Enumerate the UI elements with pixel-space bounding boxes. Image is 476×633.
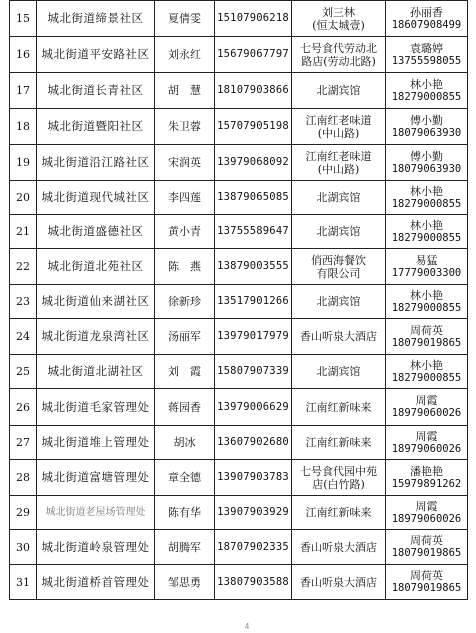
hotel-name-line: 江南红新味来 — [305, 436, 372, 449]
assignment-table — [9, 0, 468, 600]
hotel-cell — [292, 355, 386, 389]
row-number-cell: 16 — [10, 37, 37, 73]
row-number-cell: 30 — [10, 530, 37, 565]
community-name-cell: 城北街道长青社区 — [37, 73, 155, 109]
leader-name-cell: 汤丽军 — [155, 319, 215, 355]
table-row — [10, 460, 468, 496]
table-row — [10, 285, 468, 319]
leader-phone-cell: 15707905198 — [215, 109, 292, 145]
table-row — [10, 319, 468, 355]
row-number-cell: 22 — [10, 249, 37, 285]
table-row — [10, 496, 468, 530]
community-name-cell: 城北街道盛德社区 — [37, 215, 155, 249]
contact-name: 孙丽香 — [410, 5, 443, 19]
hotel-name-line: 香山听泉大酒店 — [300, 575, 377, 589]
contact-name: 周荷英 — [410, 323, 443, 337]
hotel-name-line: 北湖宾馆 — [316, 365, 361, 378]
hotel-name-line: 江南红老味道 — [305, 149, 372, 163]
contact-phone: 17779003300 — [391, 266, 462, 279]
contact-name: 林小艳 — [410, 218, 443, 232]
hotel-name-line: 北湖宾馆 — [316, 225, 361, 238]
row-number-cell: 29 — [10, 496, 37, 530]
leader-name-cell: 徐新珍 — [155, 285, 215, 319]
row-number-cell: 31 — [10, 565, 37, 600]
hotel-name-line: (中山路) — [317, 162, 360, 176]
hotel-name-line: 刘三林 — [322, 5, 355, 19]
leader-phone-cell: 13879003555 — [215, 249, 292, 285]
hotel-contact-cell — [386, 319, 468, 355]
row-number-cell: 28 — [10, 460, 37, 496]
community-name-cell: 城北街道北苑社区 — [37, 249, 155, 285]
hotel-contact-cell — [386, 355, 468, 389]
hotel-contact-cell — [386, 530, 468, 565]
table-row — [10, 109, 468, 145]
leader-phone-cell: 13807903588 — [215, 565, 292, 600]
contact-phone: 18279000855 — [391, 371, 462, 384]
hotel-cell — [292, 181, 386, 215]
hotel-contact-cell — [386, 1, 468, 37]
contact-name: 林小艳 — [410, 358, 443, 372]
table-row — [10, 426, 468, 460]
leader-phone-cell: 13607902680 — [215, 426, 292, 460]
leader-phone-cell: 15679067797 — [215, 37, 292, 73]
contact-phone: 18607908499 — [391, 18, 462, 31]
leader-name-cell: 章全德 — [155, 460, 215, 496]
table-row — [10, 1, 468, 37]
leader-name-cell: 夏倩雯 — [155, 1, 215, 37]
row-number-cell: 15 — [10, 1, 37, 37]
hotel-name-line: 七号食代劳动北 — [300, 41, 377, 55]
contact-phone: 18979060026 — [391, 512, 462, 525]
leader-name-cell: 朱卫蓉 — [155, 109, 215, 145]
contact-name: 易猛 — [415, 253, 438, 267]
hotel-contact-cell — [386, 565, 468, 600]
contact-name: 周霞 — [415, 394, 438, 407]
row-number-cell: 25 — [10, 355, 37, 389]
contact-phone: 18279000855 — [391, 231, 462, 244]
community-name-cell: 城北街道龙泉湾社区 — [37, 319, 155, 355]
table-row — [10, 565, 468, 600]
community-name-cell: 城北街道仙来湖社区 — [37, 285, 155, 319]
contact-phone: 15979891262 — [391, 477, 462, 490]
hotel-cell — [292, 109, 386, 145]
leader-name-cell: 胡冰 — [155, 426, 215, 460]
table-row — [10, 145, 468, 181]
row-number-cell: 20 — [10, 181, 37, 215]
community-name-cell: 城北街道桥首管理处 — [37, 565, 155, 600]
hotel-name-line: 江南红老味道 — [305, 113, 372, 127]
contact-phone: 18079063930 — [391, 126, 462, 139]
community-name-cell: 城北街道岭泉管理处 — [37, 530, 155, 565]
hotel-name-line: 北湖宾馆 — [316, 84, 361, 97]
hotel-name-line: 店(白竹路) — [312, 477, 365, 491]
contact-name: 周荷英 — [410, 569, 443, 582]
community-name-cell: 城北街道堆上管理处 — [37, 426, 155, 460]
leader-phone-cell: 18107903866 — [215, 73, 292, 109]
hotel-name-line: 路店(劳动北路) — [301, 54, 376, 68]
row-number-cell: 24 — [10, 319, 37, 355]
leader-phone-cell: 18707902335 — [215, 530, 292, 565]
hotel-cell — [292, 73, 386, 109]
hotel-cell — [292, 1, 386, 37]
leader-name-cell: 蒋园香 — [155, 389, 215, 426]
contact-phone: 18979060026 — [391, 407, 462, 419]
community-name-cell: 城北街道缔景社区 — [37, 1, 155, 37]
row-number-cell: 27 — [10, 426, 37, 460]
row-number-cell: 26 — [10, 389, 37, 426]
hotel-cell — [292, 215, 386, 249]
hotel-contact-cell — [386, 496, 468, 530]
contact-phone: 18079019865 — [391, 547, 462, 559]
table-row — [10, 389, 468, 426]
hotel-name-line: (中山路) — [317, 126, 360, 140]
row-number-cell: 21 — [10, 215, 37, 249]
leader-name-cell: 陈 燕 — [155, 249, 215, 285]
hotel-cell — [292, 319, 386, 355]
hotel-name-line: (恒太城壹) — [312, 18, 365, 32]
hotel-cell — [292, 389, 386, 426]
community-name-cell: 城北街道沿江路社区 — [37, 145, 155, 181]
hotel-name-line: 有限公司 — [316, 266, 361, 280]
hotel-cell — [292, 460, 386, 496]
hotel-cell — [292, 37, 386, 73]
contact-name: 袁璐婷 — [410, 41, 443, 55]
contact-phone: 18079019865 — [391, 336, 462, 349]
hotel-cell — [292, 496, 386, 530]
table-row — [10, 530, 468, 565]
hotel-cell — [292, 426, 386, 460]
hotel-contact-cell — [386, 145, 468, 181]
leader-phone-cell: 15807907339 — [215, 355, 292, 389]
leader-name-cell: 宋润英 — [155, 145, 215, 181]
community-name-cell: 城北街道暨阳社区 — [37, 109, 155, 145]
hotel-contact-cell — [386, 109, 468, 145]
contact-phone: 18279000855 — [391, 301, 462, 314]
community-name-cell: 城北街道北湖社区 — [37, 355, 155, 389]
leader-phone-cell: 13979068092 — [215, 145, 292, 181]
leader-phone-cell: 15107906218 — [215, 1, 292, 37]
hotel-contact-cell — [386, 285, 468, 319]
contact-name: 周霞 — [415, 499, 438, 513]
contact-phone: 13755598055 — [391, 54, 462, 67]
contact-name: 周荷英 — [410, 534, 443, 547]
hotel-contact-cell — [386, 389, 468, 426]
row-number-cell: 18 — [10, 109, 37, 145]
community-name-cell: 城北街道毛家管理处 — [37, 389, 155, 426]
page-number: 4 — [244, 622, 250, 631]
leader-phone-cell: 13517901266 — [215, 285, 292, 319]
hotel-name-line: 北湖宾馆 — [316, 191, 361, 204]
leader-phone-cell: 13979006629 — [215, 389, 292, 426]
community-name-cell: 城北街道富塘管理处 — [37, 460, 155, 496]
contact-phone: 18279000855 — [391, 197, 462, 210]
table-body — [10, 1, 468, 600]
leader-name-cell: 邹思勇 — [155, 565, 215, 600]
hotel-name-line: 香山听泉大酒店 — [300, 540, 377, 554]
leader-phone-cell: 13755589647 — [215, 215, 292, 249]
quarantine-assignment-sheet — [9, 0, 467, 631]
row-number-cell: 23 — [10, 285, 37, 319]
hotel-contact-cell — [386, 426, 468, 460]
hotel-name-line: 俏西海餐饮 — [311, 253, 366, 267]
hotel-name-line: 江南红新味来 — [305, 400, 372, 414]
contact-name: 傅小勤 — [410, 149, 443, 163]
leader-name-cell: 李四莲 — [155, 181, 215, 215]
hotel-name-line: 江南红新味来 — [305, 506, 372, 519]
contact-name: 周霞 — [415, 429, 438, 443]
hotel-contact-cell — [386, 249, 468, 285]
table-row — [10, 181, 468, 215]
row-number-cell: 17 — [10, 73, 37, 109]
hotel-cell — [292, 530, 386, 565]
leader-name-cell: 胡 慧 — [155, 73, 215, 109]
contact-phone: 18079063930 — [391, 162, 462, 175]
table-row — [10, 73, 468, 109]
hotel-contact-cell — [386, 215, 468, 249]
leader-name-cell: 胡腾军 — [155, 530, 215, 565]
leader-phone-cell: 13907903929 — [215, 496, 292, 530]
hotel-cell — [292, 565, 386, 600]
hotel-contact-cell — [386, 37, 468, 73]
hotel-contact-cell — [386, 73, 468, 109]
table-row — [10, 37, 468, 73]
row-number-cell: 19 — [10, 145, 37, 181]
contact-name: 林小艳 — [410, 288, 443, 302]
hotel-cell — [292, 145, 386, 181]
community-name-cell: 城北街道老屋场管理处 — [37, 496, 155, 530]
table-row — [10, 215, 468, 249]
leader-phone-cell: 13879065085 — [215, 181, 292, 215]
table-row — [10, 355, 468, 389]
hotel-name-line: 香山听泉大酒店 — [300, 330, 377, 343]
contact-phone: 18079019865 — [391, 582, 462, 594]
contact-name: 潘艳艳 — [410, 464, 443, 478]
contact-phone: 18979060026 — [391, 442, 462, 455]
leader-phone-cell: 13907903783 — [215, 460, 292, 496]
leader-name-cell: 刘永红 — [155, 37, 215, 73]
hotel-name-line: 七号食代园中苑 — [300, 464, 377, 478]
community-name-cell: 城北街道平安路社区 — [37, 37, 155, 73]
hotel-contact-cell — [386, 460, 468, 496]
hotel-cell — [292, 249, 386, 285]
contact-name: 林小艳 — [410, 184, 443, 198]
hotel-name-line: 北湖宾馆 — [316, 295, 361, 308]
contact-name: 林小艳 — [410, 77, 443, 91]
table-row — [10, 249, 468, 285]
contact-phone: 18279000855 — [391, 90, 462, 103]
leader-name-cell: 黄小青 — [155, 215, 215, 249]
leader-name-cell: 刘 霞 — [155, 355, 215, 389]
leader-phone-cell: 13979017979 — [215, 319, 292, 355]
hotel-contact-cell — [386, 181, 468, 215]
hotel-cell — [292, 285, 386, 319]
community-name-cell: 城北街道现代城社区 — [37, 181, 155, 215]
leader-name-cell: 陈有华 — [155, 496, 215, 530]
contact-name: 傅小勤 — [410, 113, 443, 127]
